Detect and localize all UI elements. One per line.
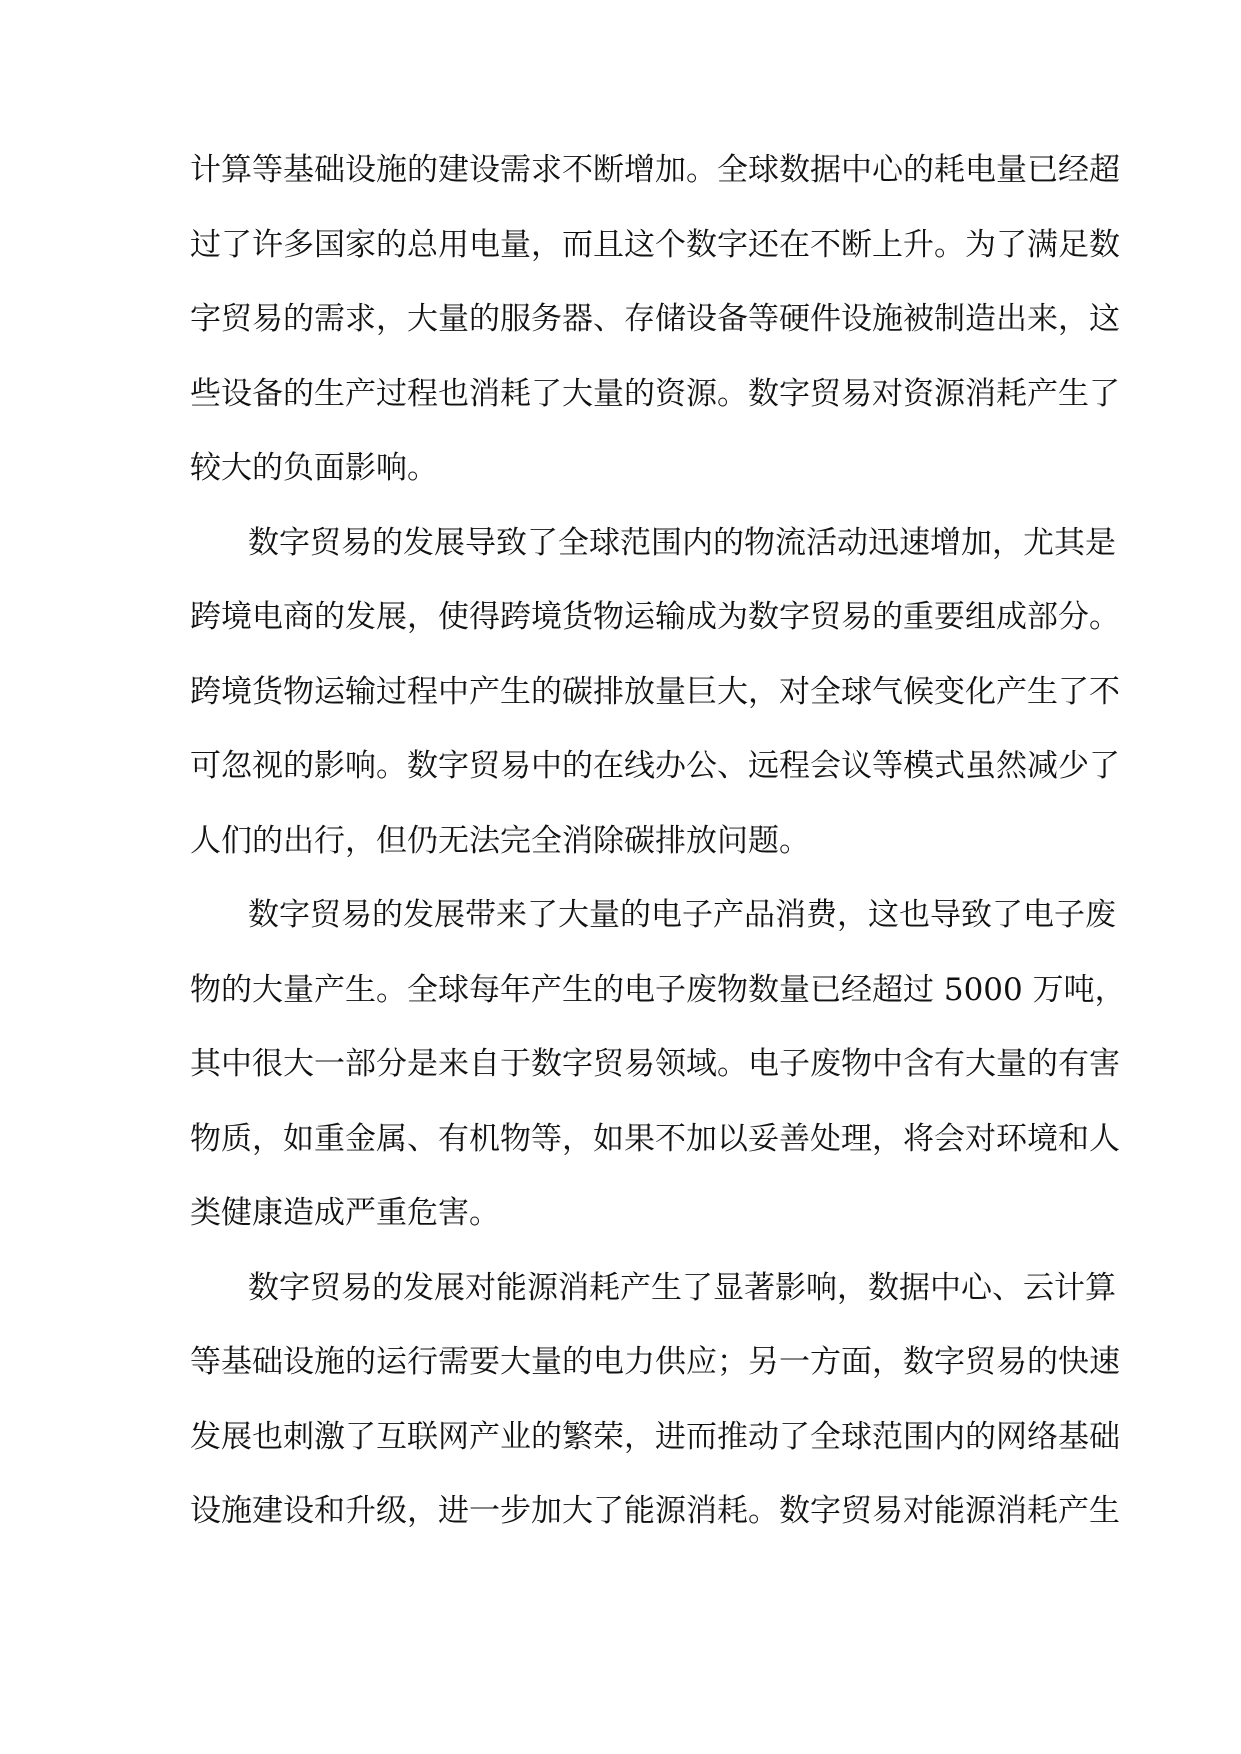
text-line: 数字贸易的发展导致了全球范围内的物流活动迅速增加，尤其是 (248, 524, 1116, 561)
text-line: 跨境货物运输过程中产生的碳排放量巨大，对全球气候变化产生了不 (190, 673, 1120, 710)
text-line: 其中很大一部分是来自于数字贸易领域。电子废物中含有大量的有害 (190, 1046, 1120, 1082)
text-line: 人们的出行，但仍无法完全消除碳排放问题。 (190, 822, 810, 859)
paragraph-logistics-emissions (190, 506, 1120, 879)
text-line: 等基础设施的运行需要大量的电力供应；另一方面，数字贸易的快速 (190, 1344, 1120, 1380)
text-line: 物质，如重金属、有机物等，如果不加以妥善处理，将会对环境和人 (190, 1120, 1120, 1157)
paragraph-energy-consumption (190, 1251, 1120, 1549)
text-line: 数字贸易的发展带来了大量的电子产品消费，这也导致了电子废 (248, 897, 1116, 933)
text-line: 跨境电商的发展，使得跨境货物运输成为数字贸易的重要组成部分。 (190, 599, 1120, 635)
text-line: 计算等基础设施的建设需求不断增加。全球数据中心的耗电量已经超 (190, 152, 1120, 188)
paragraph-electronic-waste (190, 878, 1126, 1251)
text-line: 物的大量产生。全球每年产生的电子废物数量已经超过 5000 万吨， (190, 971, 1126, 1008)
text-line: 发展也刺激了互联网产业的繁荣，进而推动了全球范围内的网络基础 (190, 1418, 1120, 1455)
text-line: 数字贸易的发展对能源消耗产生了显著影响，数据中心、云计算 (248, 1269, 1116, 1306)
text-line: 些设备的生产过程也消耗了大量的资源。数字贸易对资源消耗产生了 (190, 375, 1120, 412)
text-line: 较大的负面影响。 (190, 450, 438, 486)
text-line: 设施建设和升级，进一步加大了能源消耗。数字贸易对能源消耗产生 (190, 1493, 1120, 1529)
text-line: 过了许多国家的总用电量，而且这个数字还在不断上升。为了满足数 (190, 226, 1120, 263)
text-line: 类健康造成严重危害。 (190, 1195, 500, 1231)
document-page (190, 133, 1126, 1549)
text-line: 字贸易的需求，大量的服务器、存储设备等硬件设施被制造出来，这 (190, 301, 1120, 337)
paragraph-resource-consumption (190, 133, 1120, 506)
text-line: 可忽视的影响。数字贸易中的在线办公、远程会议等模式虽然减少了 (190, 748, 1120, 784)
